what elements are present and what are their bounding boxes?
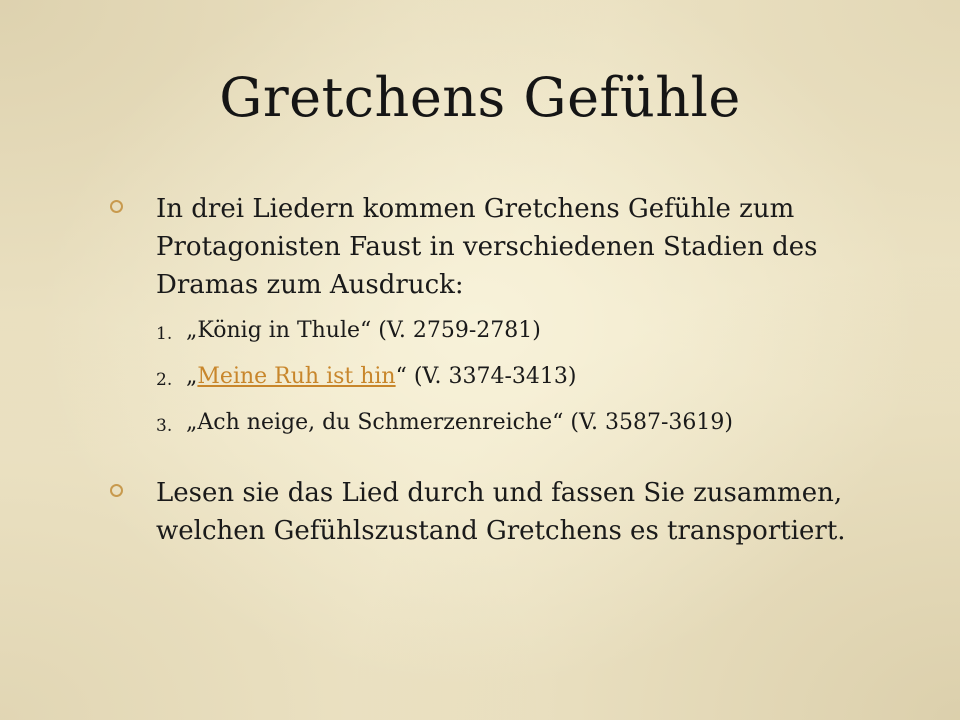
bullet-circle-icon	[110, 200, 123, 213]
list-item	[110, 364, 850, 410]
bullet-text-intro: In drei Liedern kommen Gretchens Gefühle zum Protagonisten Faust in verschiedenen Stadien des Dramas zum Ausdruck:	[156, 194, 818, 300]
song-text-suffix: “ (V. 3374-3413)	[395, 364, 577, 389]
song-text-prefix: „	[186, 364, 198, 389]
bullet-text-task: Lesen sie das Lied durch und fassen Sie zusammen, welchen Gefühlszustand Gretchens es transportiert.	[156, 478, 846, 546]
list-item	[110, 318, 850, 364]
song-text: „Ach neige, du Schmerzenreiche“ (V. 3587-3619)	[186, 410, 733, 435]
list-item	[110, 410, 850, 456]
list-number: 3.	[156, 416, 173, 436]
slide-title: Gretchens Gefühle	[219, 66, 741, 129]
song-list	[110, 318, 850, 456]
bullet-point-task	[110, 474, 850, 550]
list-number: 2.	[156, 370, 173, 390]
song-link-meine-ruh[interactable]: Meine Ruh ist hin	[197, 364, 396, 389]
list-number: 1.	[156, 324, 173, 344]
bullet-circle-icon	[110, 484, 123, 497]
bullet-point-intro	[110, 190, 850, 304]
song-text: „König in Thule“ (V. 2759-2781)	[186, 318, 541, 343]
slide-content	[110, 190, 850, 550]
